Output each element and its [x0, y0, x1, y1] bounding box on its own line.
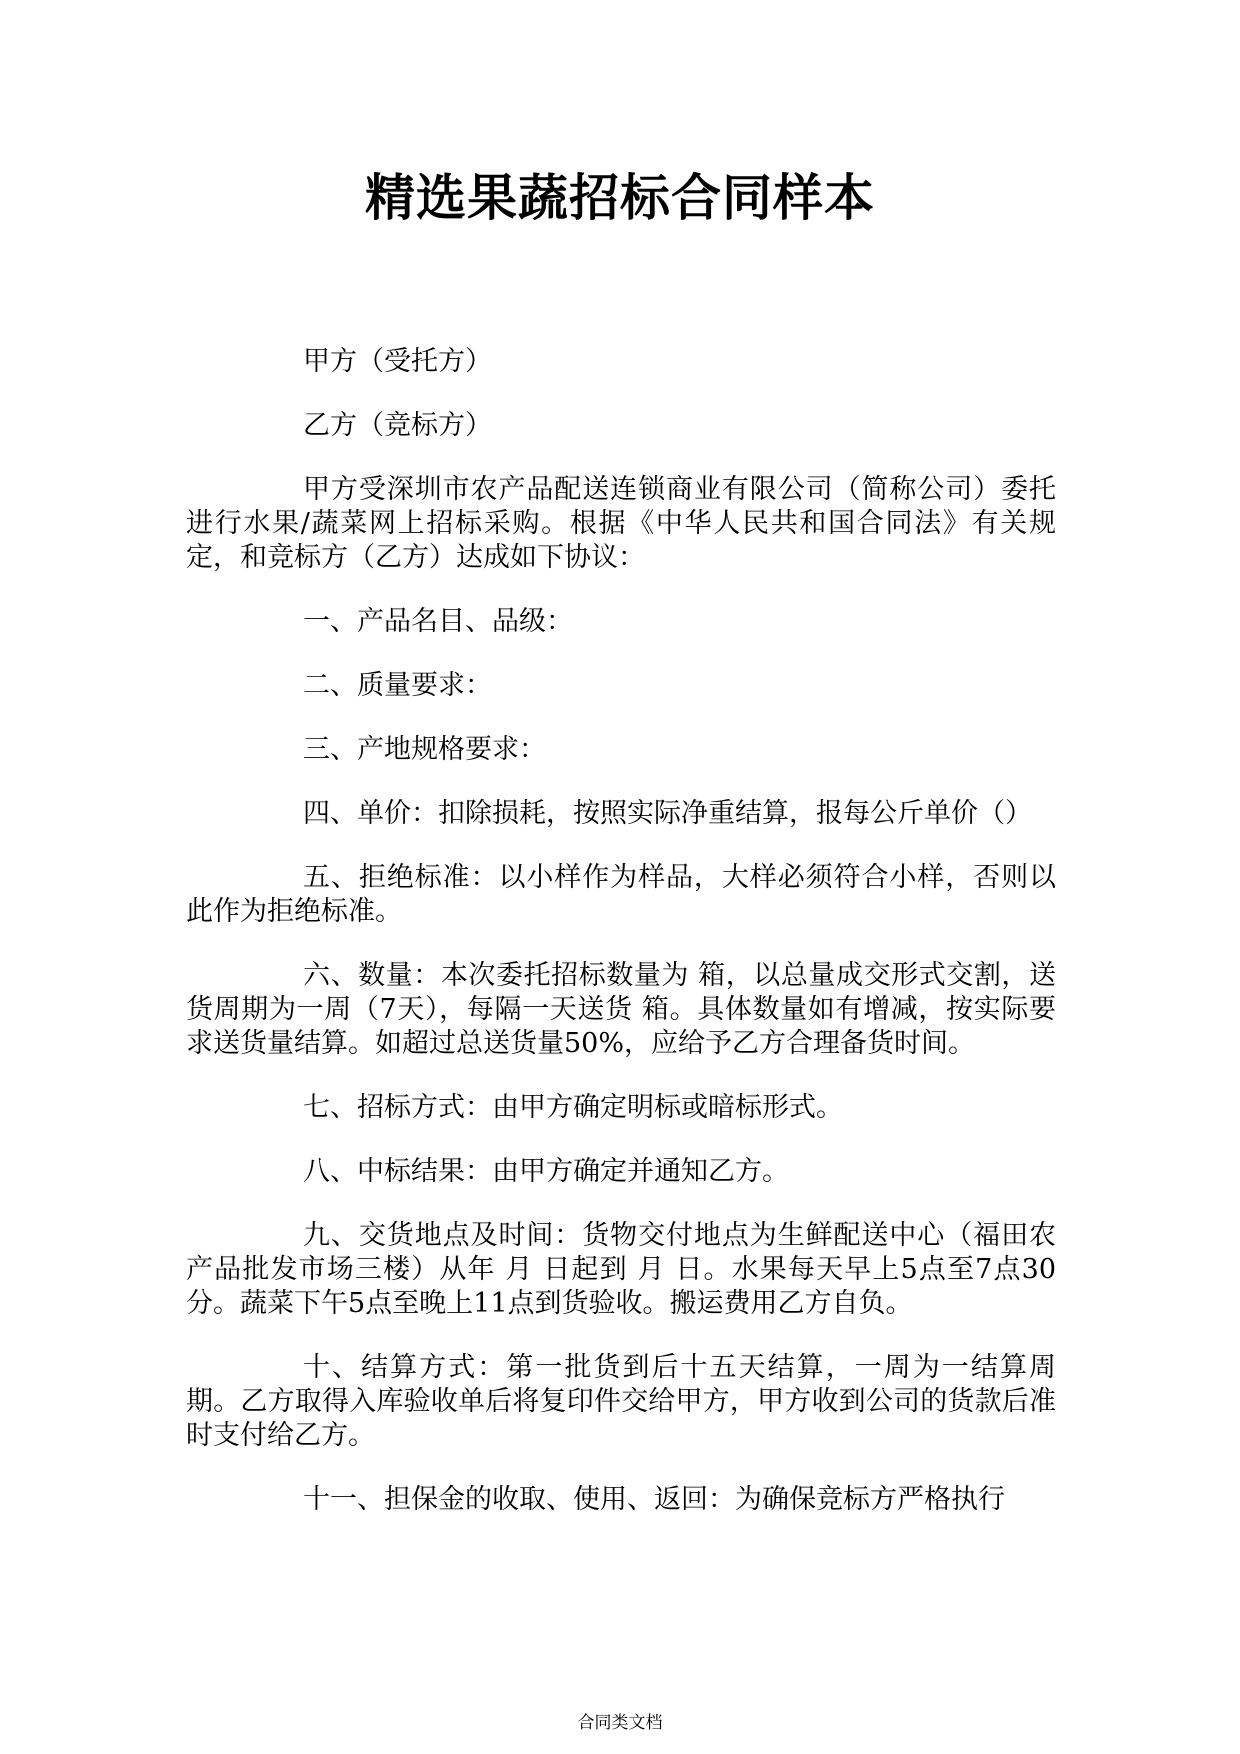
clause-2: 二、质量要求：	[303, 670, 492, 701]
contract-body	[186, 345, 1056, 1547]
clause-3: 三、产地规格要求：	[303, 734, 546, 765]
clause-1: 一、产品名目、品级：	[303, 606, 573, 637]
page-footer: 合同类文档	[577, 1713, 663, 1733]
clause-11: 十一、担保金的收取、使用、返回：为确保竞标方严格执行	[303, 1484, 1005, 1515]
party-a-line: 甲方（受托方）	[303, 346, 492, 377]
page-title: 精选果蔬招标合同样本	[365, 169, 875, 227]
clause-9: 九、交货地点及时间：货物交付地点为生鲜配送中心（福田农产品批发市场三楼）从年 月 日起到 月 日。水果每天早上5点至7点30分。蔬菜下午5点至晚上11点到货验收。搬运费用乙方自负。	[186, 1220, 1056, 1319]
clause-4: 四、单价：扣除损耗，按照实际净重结算，报每公斤单价（）	[303, 798, 1032, 829]
clause-5: 五、拒绝标准：以小样作为样品，大样必须符合小样，否则以此作为拒绝标准。	[186, 862, 1056, 927]
clause-10: 十、结算方式：第一批货到后十五天结算，一周为一结算周期。乙方取得入库验收单后将复印件交给甲方，甲方收到公司的货款后准时支付给乙方。	[186, 1352, 1056, 1451]
clause-8: 八、中标结果：由甲方确定并通知乙方。	[303, 1156, 789, 1187]
clause-7: 七、招标方式：由甲方确定明标或暗标形式。	[303, 1092, 843, 1123]
preamble-paragraph: 甲方受深圳市农产品配送连锁商业有限公司（简称公司）委托进行水果/蔬菜网上招标采购。根据《中华人民共和国合同法》有关规定，和竞标方（乙方）达成如下协议：	[186, 474, 1056, 573]
clause-6: 六、数量：本次委托招标数量为 箱，以总量成交形式交割，送货周期为一周（7天），每隔一天送货 箱。具体数量如有增减，按实际要求送货量结算。如超过总送货量50%，应给予乙方合理备货时间。	[186, 960, 1056, 1059]
party-b-line: 乙方（竞标方）	[303, 410, 492, 441]
